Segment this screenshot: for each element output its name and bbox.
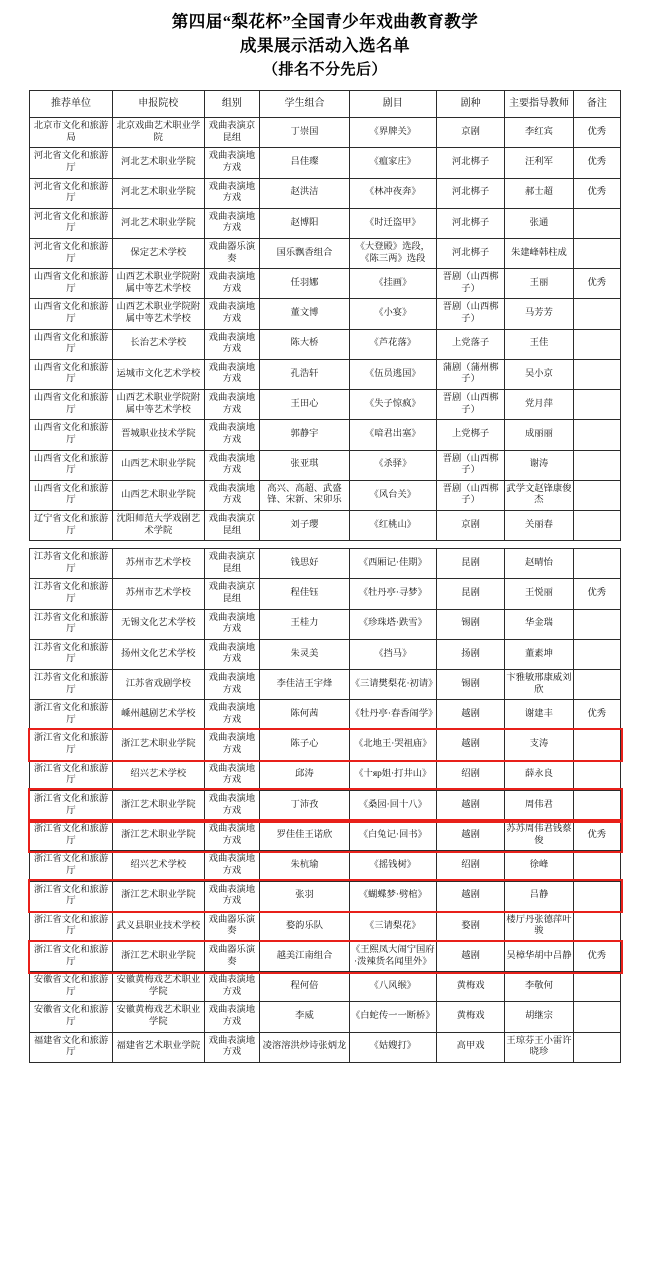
table-cell-组别: 戏曲表演地方戏 bbox=[204, 881, 260, 911]
table-cell-推荐单位: 山西省文化和旅游厅 bbox=[30, 480, 113, 510]
table-cell-学生组合: 罗佳佳王诺欣 bbox=[260, 821, 349, 851]
table-cell-学生组合: 丁崇国 bbox=[260, 118, 349, 148]
title-line-2: 成果展示活动入选名单 bbox=[240, 35, 410, 55]
table-cell-备注 bbox=[573, 1002, 620, 1032]
table-cell-组别: 戏曲表演地方戏 bbox=[204, 730, 260, 760]
table-cell-剧目: 《白兔记·回书》 bbox=[349, 821, 436, 851]
table-cell-推荐单位: 山西省文化和旅游厅 bbox=[30, 390, 113, 420]
table-row bbox=[30, 942, 621, 972]
table-cell-剧种: 绍剧 bbox=[436, 760, 504, 790]
table-cell-剧目: 《杀驿》 bbox=[349, 450, 436, 480]
table-cell-申报院校: 山西艺术职业学院 bbox=[113, 450, 204, 480]
table-cell-剧种: 上党梆子 bbox=[436, 420, 504, 450]
table-cell-推荐单位: 山西省文化和旅游厅 bbox=[30, 450, 113, 480]
table-cell-剧种: 河北梆子 bbox=[436, 238, 504, 268]
table-cell-剧种: 晋剧（山西梆子） bbox=[436, 299, 504, 329]
table-cell-备注 bbox=[573, 790, 620, 820]
table-row bbox=[30, 390, 621, 420]
table-cell-组别: 戏曲表演地方戏 bbox=[204, 609, 260, 639]
table-cell-学生组合: 王桂力 bbox=[260, 609, 349, 639]
table-cell-备注 bbox=[573, 299, 620, 329]
table-cell-备注 bbox=[573, 670, 620, 700]
table-cell-剧种: 越剧 bbox=[436, 730, 504, 760]
table-cell-申报院校: 绍兴艺术学校 bbox=[113, 760, 204, 790]
table-cell-申报院校: 福建省艺术职业学院 bbox=[113, 1032, 204, 1062]
table-cell-组别: 戏曲表演地方戏 bbox=[204, 1032, 260, 1062]
table-cell-剧种: 越剧 bbox=[436, 700, 504, 730]
table-cell-学生组合: 陈子心 bbox=[260, 730, 349, 760]
table-cell-剧种: 昆剧 bbox=[436, 549, 504, 579]
shortlist-table bbox=[29, 90, 621, 1063]
table-cell-推荐单位: 浙江省文化和旅游厅 bbox=[30, 942, 113, 972]
table-cell-学生组合: 丁沛孜 bbox=[260, 790, 349, 820]
table-cell-主要指导教师: 赵晴怡 bbox=[505, 549, 573, 579]
table-cell-备注 bbox=[573, 208, 620, 238]
table-cell-组别: 戏曲表演地方戏 bbox=[204, 1002, 260, 1032]
table-cell-申报院校: 安徽黄梅戏艺术职业学院 bbox=[113, 972, 204, 1002]
table-cell-申报院校: 晋城职业技术学院 bbox=[113, 420, 204, 450]
table-cell-推荐单位: 辽宁省文化和旅游厅 bbox=[30, 510, 113, 540]
table-cell-剧种: 婺剧 bbox=[436, 911, 504, 941]
table-cell-剧目: 《王熙凤大闹宁国府·泼辣货名闻里外》 bbox=[349, 942, 436, 972]
table-cell-组别: 戏曲表演地方戏 bbox=[204, 420, 260, 450]
column-header-applying-school: 申报院校 bbox=[113, 90, 204, 118]
table-cell-剧目: 《界牌关》 bbox=[349, 118, 436, 148]
table-cell-备注 bbox=[573, 549, 620, 579]
table-cell-申报院校: 浙江艺术职业学院 bbox=[113, 942, 204, 972]
table-cell-主要指导教师: 吴小京 bbox=[505, 359, 573, 389]
table-cell-备注 bbox=[573, 480, 620, 510]
table-row bbox=[30, 881, 621, 911]
table-cell-备注 bbox=[573, 881, 620, 911]
table-cell-备注 bbox=[573, 730, 620, 760]
table-cell-剧种: 河北梆子 bbox=[436, 208, 504, 238]
table-cell-推荐单位: 北京市文化和旅游局 bbox=[30, 118, 113, 148]
table-cell-备注: 优秀 bbox=[573, 178, 620, 208]
table-cell-剧目: 《西厢记·佳期》 bbox=[349, 549, 436, 579]
table-cell-剧种: 昆剧 bbox=[436, 579, 504, 609]
table-cell-主要指导教师: 卞雅敏邢康威刘欣 bbox=[505, 670, 573, 700]
table-cell-备注 bbox=[573, 760, 620, 790]
table-cell-备注 bbox=[573, 238, 620, 268]
table-cell-学生组合: 陈大桥 bbox=[260, 329, 349, 359]
table-cell-剧目: 《红桃山》 bbox=[349, 510, 436, 540]
table-cell-剧目: 《桑园·回十八》 bbox=[349, 790, 436, 820]
table-cell-剧目: 《伍员逃国》 bbox=[349, 359, 436, 389]
table-cell-备注 bbox=[573, 911, 620, 941]
table-cell-剧种: 越剧 bbox=[436, 821, 504, 851]
column-header-remark: 备注 bbox=[573, 90, 620, 118]
table-cell-申报院校: 山西艺术职业学院附属中等艺术学校 bbox=[113, 299, 204, 329]
table-cell-推荐单位: 安徽省文化和旅游厅 bbox=[30, 972, 113, 1002]
table-cell-备注 bbox=[573, 972, 620, 1002]
table-cell-剧种: 锡剧 bbox=[436, 609, 504, 639]
table-cell-推荐单位: 浙江省文化和旅游厅 bbox=[30, 851, 113, 881]
table-row bbox=[30, 821, 621, 851]
table-cell-主要指导教师: 谢涛 bbox=[505, 450, 573, 480]
table-cell-组别: 戏曲表演地方戏 bbox=[204, 390, 260, 420]
table-cell-剧目: 《三请樊梨花·初请》 bbox=[349, 670, 436, 700]
title-line-3: （排名不分先后） bbox=[262, 61, 387, 78]
table-cell-学生组合: 越美江南组合 bbox=[260, 942, 349, 972]
table-row bbox=[30, 269, 621, 299]
table-cell-剧目: 《三请梨花》 bbox=[349, 911, 436, 941]
table-cell-剧种: 京剧 bbox=[436, 510, 504, 540]
table-cell-推荐单位: 浙江省文化和旅游厅 bbox=[30, 730, 113, 760]
table-cell-推荐单位: 浙江省文化和旅游厅 bbox=[30, 760, 113, 790]
table-row bbox=[30, 450, 621, 480]
table-cell-主要指导教师: 关丽春 bbox=[505, 510, 573, 540]
table-cell-学生组合: 任羽娜 bbox=[260, 269, 349, 299]
table-cell-推荐单位: 浙江省文化和旅游厅 bbox=[30, 881, 113, 911]
table-cell-剧种: 晋剧（山西梆子） bbox=[436, 269, 504, 299]
table-cell-学生组合: 董文博 bbox=[260, 299, 349, 329]
table-cell-组别: 戏曲表演地方戏 bbox=[204, 790, 260, 820]
table-cell-剧目: 《失子惊疯》 bbox=[349, 390, 436, 420]
table-cell-学生组合: 程何倍 bbox=[260, 972, 349, 1002]
table-cell-学生组合: 刘子璎 bbox=[260, 510, 349, 540]
table-cell-备注: 优秀 bbox=[573, 148, 620, 178]
table-cell-主要指导教师: 周伟君 bbox=[505, 790, 573, 820]
table-cell-申报院校: 山西艺术职业学院附属中等艺术学校 bbox=[113, 269, 204, 299]
table-cell-备注 bbox=[573, 420, 620, 450]
table-cell-主要指导教师: 薛永良 bbox=[505, 760, 573, 790]
table-cell-主要指导教师: 李红宾 bbox=[505, 118, 573, 148]
table-cell-学生组合: 钱思好 bbox=[260, 549, 349, 579]
table-row bbox=[30, 639, 621, 669]
table-cell-申报院校: 苏州市艺术学校 bbox=[113, 579, 204, 609]
table-cell-备注: 优秀 bbox=[573, 118, 620, 148]
table-cell-学生组合: 张亚琪 bbox=[260, 450, 349, 480]
table-cell-主要指导教师: 支涛 bbox=[505, 730, 573, 760]
table-cell-学生组合: 国乐飘香组合 bbox=[260, 238, 349, 268]
column-header-recommending-unit: 推荐单位 bbox=[30, 90, 113, 118]
table-cell-主要指导教师: 董素坤 bbox=[505, 639, 573, 669]
table-cell-组别: 戏曲表演京昆组 bbox=[204, 118, 260, 148]
table-row bbox=[30, 609, 621, 639]
table-cell-组别: 戏曲表演地方戏 bbox=[204, 700, 260, 730]
table-cell-备注 bbox=[573, 329, 620, 359]
table-cell-主要指导教师: 谢建丰 bbox=[505, 700, 573, 730]
table-cell-推荐单位: 江苏省文化和旅游厅 bbox=[30, 609, 113, 639]
table-cell-申报院校: 北京戏曲艺术职业学院 bbox=[113, 118, 204, 148]
table-cell-推荐单位: 山西省文化和旅游厅 bbox=[30, 329, 113, 359]
table-cell-学生组合: 王田心 bbox=[260, 390, 349, 420]
table-row bbox=[30, 549, 621, 579]
table-cell-学生组合: 赵洪洁 bbox=[260, 178, 349, 208]
table-cell-主要指导教师: 党月萍 bbox=[505, 390, 573, 420]
table-cell-剧种: 蒲剧（蒲州梆子） bbox=[436, 359, 504, 389]
table-cell-主要指导教师: 胡继宗 bbox=[505, 1002, 573, 1032]
table-cell-申报院校: 沈阳师范大学戏剧艺术学院 bbox=[113, 510, 204, 540]
table-cell-剧目: 《牡丹亭·寻梦》 bbox=[349, 579, 436, 609]
table-cell-学生组合: 陈何茜 bbox=[260, 700, 349, 730]
table-cell-备注 bbox=[573, 510, 620, 540]
column-header-student: 学生组合 bbox=[260, 90, 349, 118]
table-cell-申报院校: 保定艺术学校 bbox=[113, 238, 204, 268]
table-cell-学生组合: 婺韵乐队 bbox=[260, 911, 349, 941]
table-cell-组别: 戏曲器乐演奏 bbox=[204, 238, 260, 268]
table-row bbox=[30, 299, 621, 329]
table-cell-申报院校: 武义县职业技术学校 bbox=[113, 911, 204, 941]
table-cell-组别: 戏曲表演地方戏 bbox=[204, 269, 260, 299]
table-cell-剧目: 《林冲夜奔》 bbox=[349, 178, 436, 208]
table-cell-剧目: 《小宴》 bbox=[349, 299, 436, 329]
table-cell-学生组合: 朱灵美 bbox=[260, 639, 349, 669]
table-cell-组别: 戏曲表演京昆组 bbox=[204, 510, 260, 540]
table-cell-组别: 戏曲表演地方戏 bbox=[204, 329, 260, 359]
table-cell-主要指导教师: 徐峰 bbox=[505, 851, 573, 881]
separator-cell bbox=[30, 541, 621, 549]
table-cell-申报院校: 绍兴艺术学校 bbox=[113, 851, 204, 881]
table-cell-组别: 戏曲表演地方戏 bbox=[204, 359, 260, 389]
table-cell-剧目: 《瘟家庄》 bbox=[349, 148, 436, 178]
table-row bbox=[30, 118, 621, 148]
table-cell-申报院校: 河北艺术职业学院 bbox=[113, 148, 204, 178]
table-cell-剧目: 《大登殿》选段，《陈三两》选段 bbox=[349, 238, 436, 268]
table-cell-剧种: 黄梅戏 bbox=[436, 972, 504, 1002]
table-cell-学生组合: 李佳洁王宇烽 bbox=[260, 670, 349, 700]
table-block-separator bbox=[30, 541, 621, 549]
table-cell-主要指导教师: 王琼芬王小雷许晓珍 bbox=[505, 1032, 573, 1062]
table-cell-组别: 戏曲表演地方戏 bbox=[204, 972, 260, 1002]
table-cell-推荐单位: 江苏省文化和旅游厅 bbox=[30, 639, 113, 669]
table-cell-学生组合: 吕佳璨 bbox=[260, 148, 349, 178]
table-cell-推荐单位: 浙江省文化和旅游厅 bbox=[30, 911, 113, 941]
table-cell-组别: 戏曲表演京昆组 bbox=[204, 549, 260, 579]
table-row bbox=[30, 851, 621, 881]
table-cell-剧目: 《珍珠塔·跌雪》 bbox=[349, 609, 436, 639]
table-cell-剧种: 上党落子 bbox=[436, 329, 504, 359]
table-cell-申报院校: 嵊州越剧艺术学校 bbox=[113, 700, 204, 730]
table-row bbox=[30, 579, 621, 609]
table-cell-主要指导教师: 吕静 bbox=[505, 881, 573, 911]
column-header-group: 组别 bbox=[204, 90, 260, 118]
table-cell-申报院校: 长治艺术学校 bbox=[113, 329, 204, 359]
table-cell-申报院校: 山西艺术职业学院附属中等艺术学校 bbox=[113, 390, 204, 420]
title-line-1: 第四届“梨花杯”全国青少年戏曲教育教学 bbox=[171, 12, 479, 31]
table-cell-备注: 优秀 bbox=[573, 700, 620, 730]
table-cell-组别: 戏曲表演地方戏 bbox=[204, 821, 260, 851]
table-cell-推荐单位: 山西省文化和旅游厅 bbox=[30, 359, 113, 389]
table-cell-剧目: 《挂画》 bbox=[349, 269, 436, 299]
table-cell-备注: 优秀 bbox=[573, 269, 620, 299]
table-cell-学生组合: 高兴、高超、武盛锋、宋新、宋卯乐 bbox=[260, 480, 349, 510]
table-cell-剧种: 黄梅戏 bbox=[436, 1002, 504, 1032]
table-cell-主要指导教师: 郝士超 bbox=[505, 178, 573, 208]
table-row bbox=[30, 420, 621, 450]
table-cell-剧目: 《牡丹亭·春香闹学》 bbox=[349, 700, 436, 730]
table-cell-学生组合: 郭静宇 bbox=[260, 420, 349, 450]
table-cell-主要指导教师: 成丽丽 bbox=[505, 420, 573, 450]
table-cell-推荐单位: 河北省文化和旅游厅 bbox=[30, 148, 113, 178]
table-cell-剧目: 《摇钱树》 bbox=[349, 851, 436, 881]
table-cell-申报院校: 浙江艺术职业学院 bbox=[113, 821, 204, 851]
document-title bbox=[0, 10, 650, 82]
table-cell-备注: 优秀 bbox=[573, 942, 620, 972]
table-cell-备注 bbox=[573, 359, 620, 389]
table-cell-学生组合: 朱杭瑜 bbox=[260, 851, 349, 881]
table-cell-剧种: 扬剧 bbox=[436, 639, 504, 669]
table-row bbox=[30, 790, 621, 820]
table-cell-剧种: 锡剧 bbox=[436, 670, 504, 700]
table-cell-组别: 戏曲器乐演奏 bbox=[204, 942, 260, 972]
table-cell-剧种: 越剧 bbox=[436, 942, 504, 972]
table-row bbox=[30, 238, 621, 268]
table-cell-组别: 戏曲表演地方戏 bbox=[204, 639, 260, 669]
table-cell-剧种: 晋剧（山西梆子） bbox=[436, 390, 504, 420]
table-cell-申报院校: 苏州市艺术学校 bbox=[113, 549, 204, 579]
table-cell-学生组合: 赵博阳 bbox=[260, 208, 349, 238]
table-cell-主要指导教师: 王悦丽 bbox=[505, 579, 573, 609]
table-cell-推荐单位: 安徽省文化和旅游厅 bbox=[30, 1002, 113, 1032]
table-cell-剧目: 《白蛇传一一断桥》 bbox=[349, 1002, 436, 1032]
table-cell-推荐单位: 福建省文化和旅游厅 bbox=[30, 1032, 113, 1062]
table-cell-主要指导教师: 王丽 bbox=[505, 269, 573, 299]
table-header-row bbox=[30, 90, 621, 118]
table-cell-剧种: 晋剧（山西梆子） bbox=[436, 450, 504, 480]
table-row bbox=[30, 480, 621, 510]
table-cell-学生组合: 张羽 bbox=[260, 881, 349, 911]
table-cell-备注 bbox=[573, 851, 620, 881]
table-cell-剧目: 《北地王·哭祖庙》 bbox=[349, 730, 436, 760]
table-cell-剧目: 《风台关》 bbox=[349, 480, 436, 510]
table-row bbox=[30, 148, 621, 178]
table-cell-组别: 戏曲表演地方戏 bbox=[204, 760, 260, 790]
table-cell-推荐单位: 河北省文化和旅游厅 bbox=[30, 238, 113, 268]
table-cell-剧种: 晋剧（山西梆子） bbox=[436, 480, 504, 510]
table-cell-申报院校: 山西艺术职业学院 bbox=[113, 480, 204, 510]
table-cell-主要指导教师: 张通 bbox=[505, 208, 573, 238]
table-cell-剧种: 河北梆子 bbox=[436, 148, 504, 178]
table-cell-申报院校: 江苏省戏剧学校 bbox=[113, 670, 204, 700]
table-cell-推荐单位: 山西省文化和旅游厅 bbox=[30, 269, 113, 299]
table-cell-主要指导教师: 楼厅丹张德萍叶骏 bbox=[505, 911, 573, 941]
table-cell-组别: 戏曲表演京昆组 bbox=[204, 579, 260, 609]
column-header-opera-type: 剧种 bbox=[436, 90, 504, 118]
table-cell-推荐单位: 浙江省文化和旅游厅 bbox=[30, 790, 113, 820]
table-cell-申报院校: 浙江艺术职业学院 bbox=[113, 790, 204, 820]
table-cell-推荐单位: 江苏省文化和旅游厅 bbox=[30, 670, 113, 700]
table-cell-学生组合: 邱涛 bbox=[260, 760, 349, 790]
table-cell-剧目: 《蝴蝶梦·劈棺》 bbox=[349, 881, 436, 911]
table-cell-组别: 戏曲表演地方戏 bbox=[204, 178, 260, 208]
table-cell-剧目: 《芦花落》 bbox=[349, 329, 436, 359]
table-cell-主要指导教师: 吴樟华胡中吕静 bbox=[505, 942, 573, 972]
table-cell-组别: 戏曲表演地方戏 bbox=[204, 480, 260, 510]
table-cell-申报院校: 浙江艺术职业学院 bbox=[113, 881, 204, 911]
table-cell-备注 bbox=[573, 390, 620, 420]
table-cell-推荐单位: 山西省文化和旅游厅 bbox=[30, 299, 113, 329]
table-row bbox=[30, 208, 621, 238]
table-cell-备注: 优秀 bbox=[573, 821, 620, 851]
table-cell-主要指导教师: 武学文赵锋康俊杰 bbox=[505, 480, 573, 510]
table-cell-备注 bbox=[573, 450, 620, 480]
table-cell-申报院校: 扬州文化艺术学校 bbox=[113, 639, 204, 669]
table-cell-推荐单位: 浙江省文化和旅游厅 bbox=[30, 700, 113, 730]
table-cell-剧目: 《姑嫂打》 bbox=[349, 1032, 436, 1062]
table-cell-剧目: 《喑君出塞》 bbox=[349, 420, 436, 450]
table-cell-主要指导教师: 苏苏周伟君钱蔡俊 bbox=[505, 821, 573, 851]
table-cell-组别: 戏曲器乐演奏 bbox=[204, 911, 260, 941]
table-cell-组别: 戏曲表演地方戏 bbox=[204, 450, 260, 480]
column-header-program: 剧目 bbox=[349, 90, 436, 118]
table-cell-主要指导教师: 汪利军 bbox=[505, 148, 573, 178]
table-row bbox=[30, 972, 621, 1002]
table-cell-剧目: 《八风缑》 bbox=[349, 972, 436, 1002]
table-cell-剧种: 越剧 bbox=[436, 790, 504, 820]
table-row bbox=[30, 670, 621, 700]
table-cell-主要指导教师: 华金瑞 bbox=[505, 609, 573, 639]
table-cell-申报院校: 运城市文化艺术学校 bbox=[113, 359, 204, 389]
table-cell-学生组合: 李威 bbox=[260, 1002, 349, 1032]
column-header-teacher: 主要指导教师 bbox=[505, 90, 573, 118]
table-row bbox=[30, 359, 621, 389]
table-cell-备注 bbox=[573, 639, 620, 669]
table-row bbox=[30, 760, 621, 790]
table-cell-学生组合: 孔浩轩 bbox=[260, 359, 349, 389]
table-row bbox=[30, 700, 621, 730]
table-body bbox=[30, 118, 621, 1063]
table-cell-组别: 戏曲表演地方戏 bbox=[204, 299, 260, 329]
table-cell-组别: 戏曲表演地方戏 bbox=[204, 208, 260, 238]
table-row bbox=[30, 510, 621, 540]
table-cell-学生组合: 程佳钰 bbox=[260, 579, 349, 609]
table-cell-备注 bbox=[573, 1032, 620, 1062]
table-cell-组别: 戏曲表演地方戏 bbox=[204, 148, 260, 178]
table-cell-剧目: 《时迁盗甲》 bbox=[349, 208, 436, 238]
table-cell-推荐单位: 浙江省文化和旅游厅 bbox=[30, 821, 113, 851]
table-cell-推荐单位: 江苏省文化和旅游厅 bbox=[30, 549, 113, 579]
table-row bbox=[30, 1002, 621, 1032]
table-cell-备注 bbox=[573, 609, 620, 639]
table-cell-申报院校: 河北艺术职业学院 bbox=[113, 208, 204, 238]
table-cell-主要指导教师: 李敬何 bbox=[505, 972, 573, 1002]
table-cell-申报院校: 安徽黄梅戏艺术职业学院 bbox=[113, 1002, 204, 1032]
table-row bbox=[30, 911, 621, 941]
table-cell-剧种: 绍剧 bbox=[436, 851, 504, 881]
table-cell-剧种: 高甲戏 bbox=[436, 1032, 504, 1062]
table-cell-申报院校: 无锡文化艺术学校 bbox=[113, 609, 204, 639]
table-header bbox=[30, 90, 621, 118]
table-cell-剧种: 河北梆子 bbox=[436, 178, 504, 208]
table-cell-申报院校: 浙江艺术职业学院 bbox=[113, 730, 204, 760]
table-row bbox=[30, 1032, 621, 1062]
table-cell-剧目: 《十яр姐·打井山》 bbox=[349, 760, 436, 790]
table-cell-组别: 戏曲表演地方戏 bbox=[204, 851, 260, 881]
table-cell-学生组合: 凌溶溶洪炒诗张炳龙 bbox=[260, 1032, 349, 1062]
table-cell-推荐单位: 河北省文化和旅游厅 bbox=[30, 208, 113, 238]
table-row bbox=[30, 329, 621, 359]
table-cell-申报院校: 河北艺术职业学院 bbox=[113, 178, 204, 208]
table-cell-主要指导教师: 朱建峰韩柱成 bbox=[505, 238, 573, 268]
table-row bbox=[30, 178, 621, 208]
table-cell-推荐单位: 河北省文化和旅游厅 bbox=[30, 178, 113, 208]
table-cell-组别: 戏曲表演地方戏 bbox=[204, 670, 260, 700]
table-cell-剧目: 《挡马》 bbox=[349, 639, 436, 669]
table-cell-备注: 优秀 bbox=[573, 579, 620, 609]
table-row bbox=[30, 730, 621, 760]
table-cell-主要指导教师: 马芳芳 bbox=[505, 299, 573, 329]
table-cell-剧种: 京剧 bbox=[436, 118, 504, 148]
table-cell-主要指导教师: 王佳 bbox=[505, 329, 573, 359]
table-cell-推荐单位: 江苏省文化和旅游厅 bbox=[30, 579, 113, 609]
table-cell-剧种: 越剧 bbox=[436, 881, 504, 911]
table-cell-推荐单位: 山西省文化和旅游厅 bbox=[30, 420, 113, 450]
